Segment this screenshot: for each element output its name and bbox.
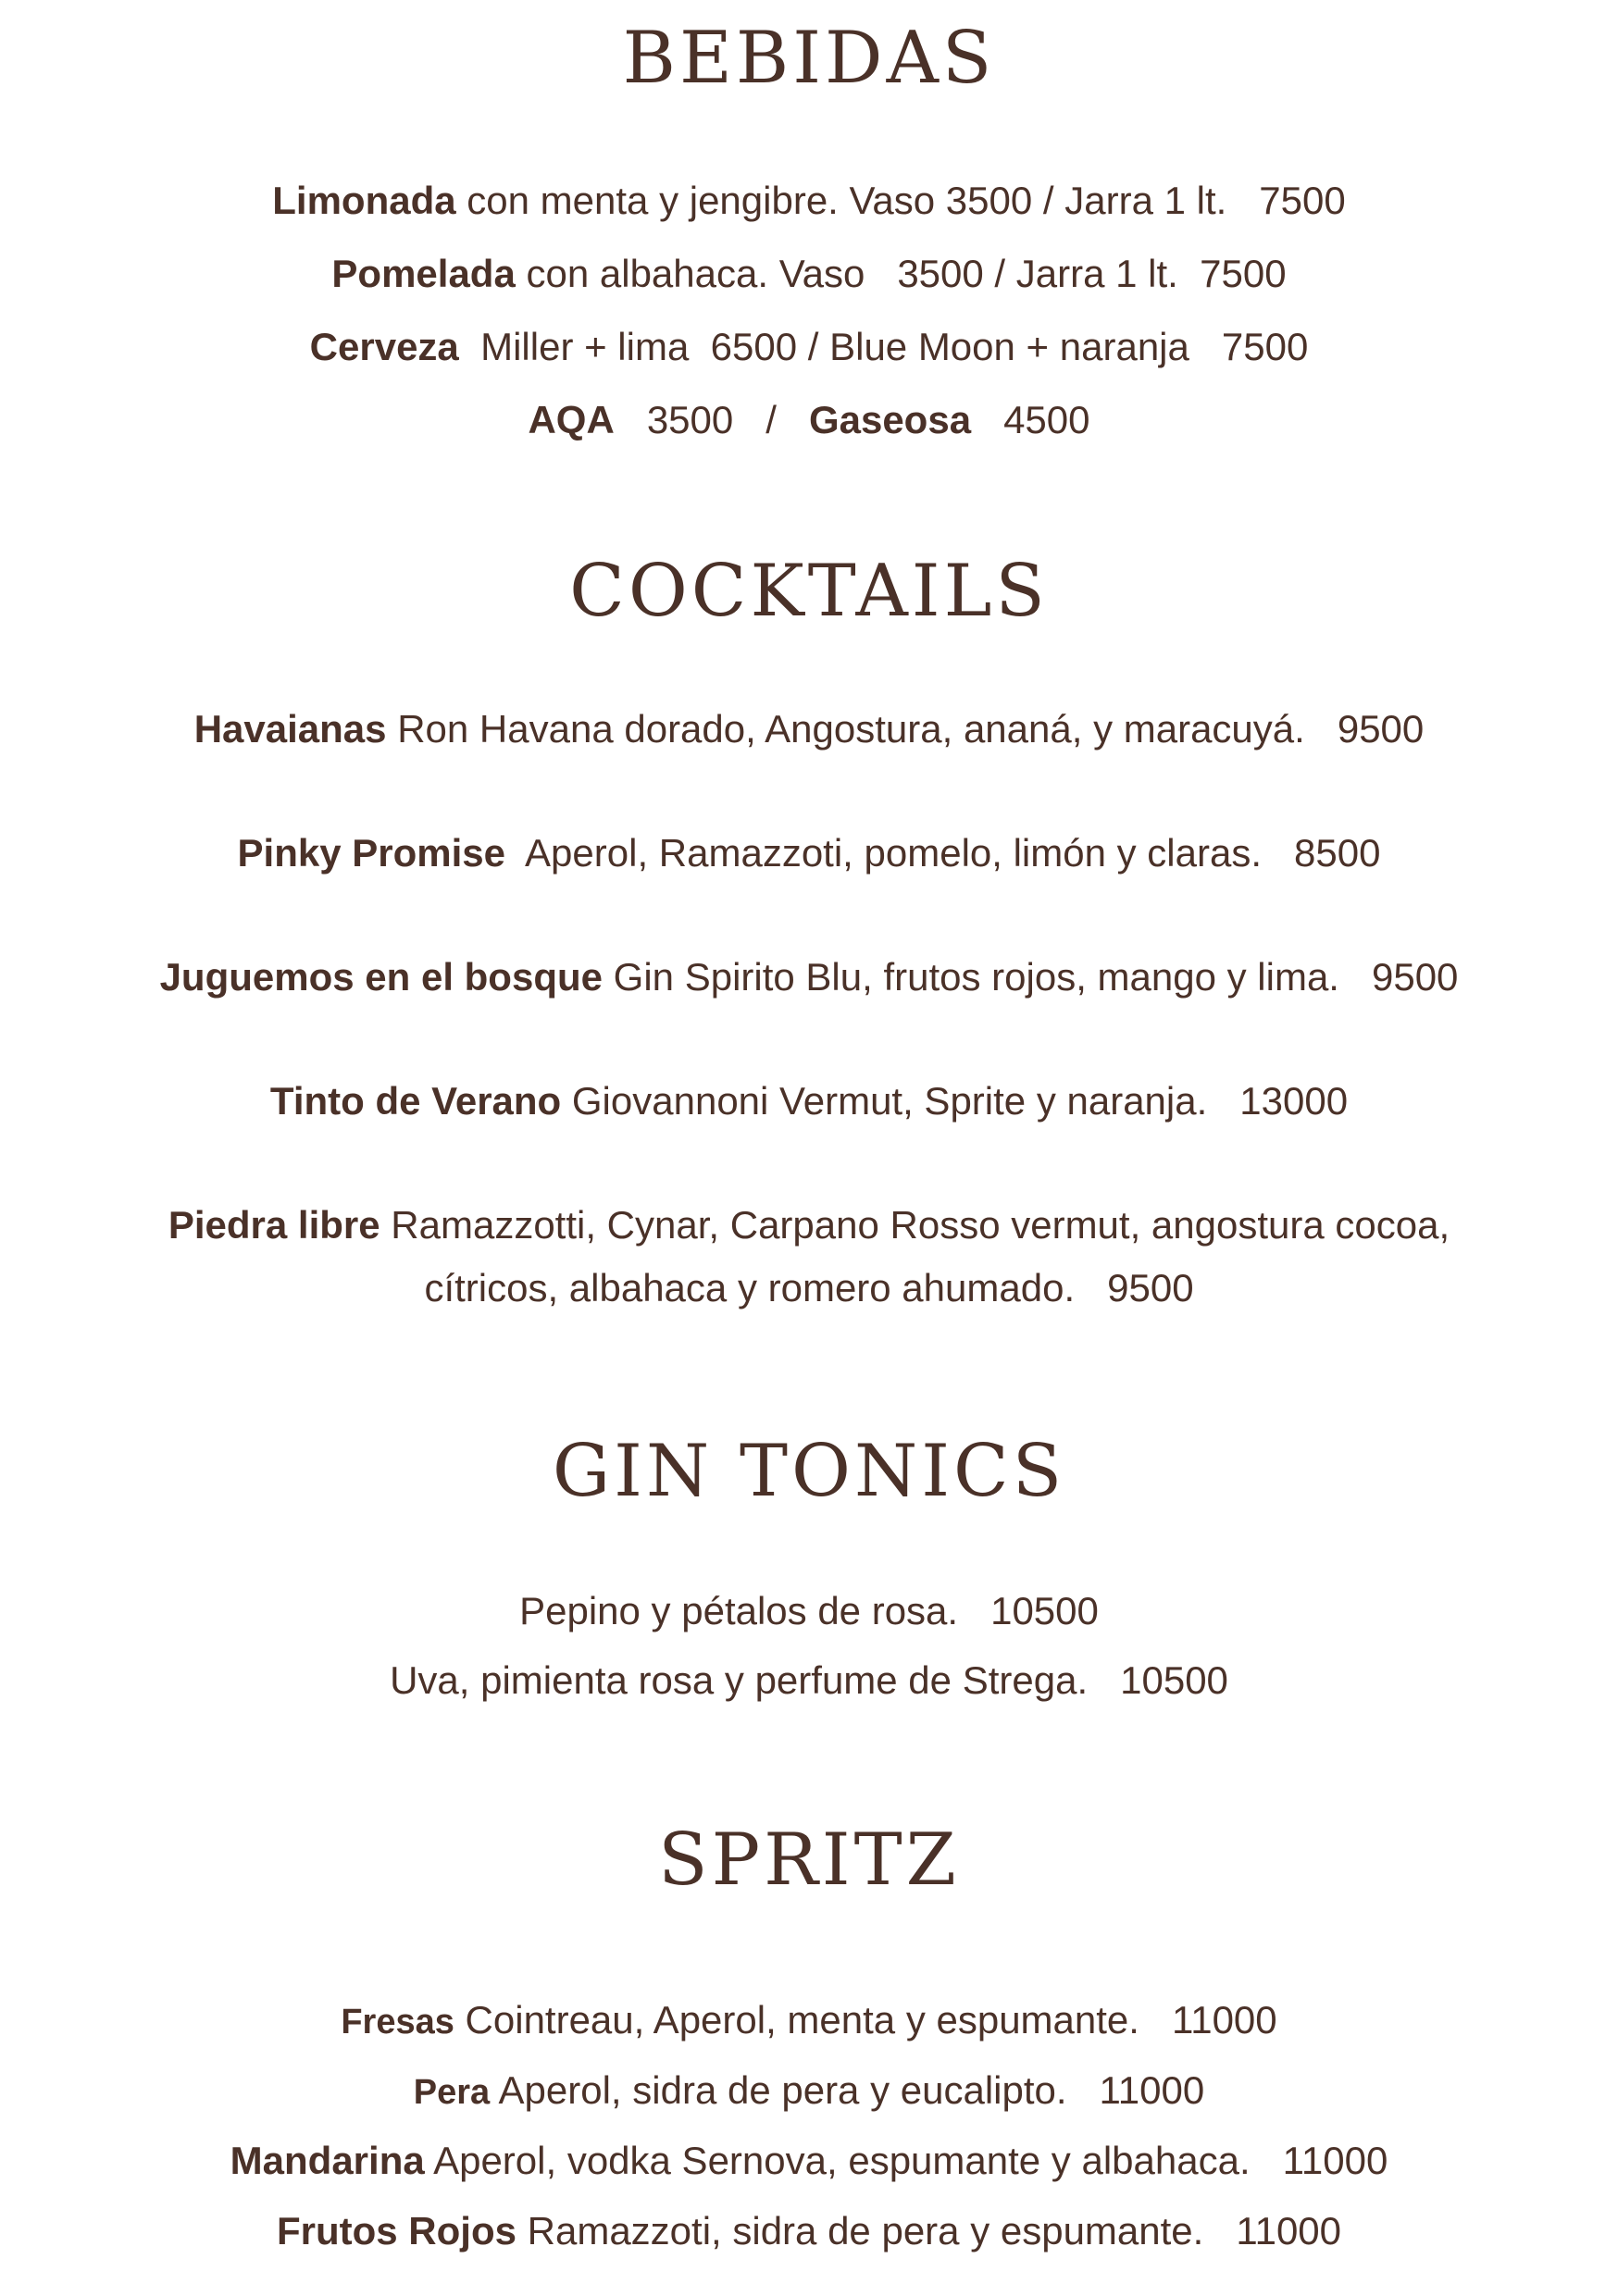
item-desc: Miller + lima 6500 / Blue Moon + naranja 7500 [458,325,1309,368]
spritz-item [0,2209,1618,2253]
item-desc: Aperol, sidra de pera y eucalipto. 11000 [490,2068,1205,2112]
item-name: Limonada [272,179,456,222]
item-name: Mandarina [230,2139,425,2182]
item-name: Pera [413,2073,491,2112]
item-desc: con albahaca. Vaso 3500 / Jarra 1 lt. 7500 [515,252,1287,295]
bebidas-line-aqa-gaseosa [0,398,1618,441]
item-desc: Aperol, vodka Sernova, espumante y albahaca. 11000 [424,2139,1388,2182]
item-name: Gaseosa [808,398,972,441]
spritz-item [0,2141,1618,2180]
cocktail-item [0,1079,1618,1123]
item-name: Havaianas [193,707,387,751]
item-name: Pinky Promise [237,831,506,875]
cocktail-item [0,955,1618,999]
cocktail-item [0,707,1618,751]
item-name: Fresas [341,2003,454,2042]
item-desc: Aperol, Ramazzoti, pomelo, limón y claras. 8500 [505,831,1381,875]
bebidas-line-pomelada [0,254,1618,293]
item-name: Piedra libre [168,1203,380,1247]
item-desc: Gin Spirito Blu, frutos rojos, mango y lima. 9500 [603,955,1459,999]
cocktails-title: COCKTAILS [569,550,1049,633]
gin-tonic-item: Uva, pimienta rosa y perfume de Strega. 10500 [390,1658,1228,1702]
item-desc: con menta y jengibre. Vaso 3500 / Jarra 1 lt. 7500 [455,179,1346,222]
spritz-item [0,2068,1618,2112]
item-name: Tinto de Verano [269,1079,562,1123]
item-desc: Giovannoni Vermut, Sprite y naranja. 13000 [561,1079,1349,1123]
item-name: Pomelada [331,252,516,295]
gin-tonics-title: GIN TONICS [552,1430,1066,1513]
bebidas-line-cerveza [0,325,1618,368]
item-name: Juguemos en el bosque [159,955,603,999]
cocktail-item [0,831,1618,875]
bebidas-title: BEBIDAS [622,17,996,100]
item-name: Frutos Rojos [276,2209,517,2253]
item-desc: Cointreau, Aperol, menta y espumante. 11000 [454,1998,1277,2042]
gin-tonic-item: Pepino y pétalos de rosa. 10500 [519,1589,1099,1632]
spritz-item [0,1998,1618,2042]
item-name: AQA [528,398,615,441]
item-desc: Ramazzotti, Cynar, Carpano Rosso vermut, angostura cocoa, [380,1203,1450,1247]
bebidas-line-limonada [0,181,1618,220]
item-name: Cerveza [309,325,459,368]
item-desc: Ramazzoti, sidra de pera y espumante. 11000 [516,2209,1342,2253]
item-price: 3500 / [614,398,809,441]
item-desc: Ron Havana dorado, Angostura, ananá, y maracuyá. 9500 [386,707,1425,751]
spritz-title: SPRITZ [658,1818,960,1902]
item-price: 4500 [971,398,1090,441]
cocktail-item-continued: cítricos, albahaca y romero ahumado. 9500 [424,1266,1194,1309]
cocktail-item [0,1203,1618,1247]
